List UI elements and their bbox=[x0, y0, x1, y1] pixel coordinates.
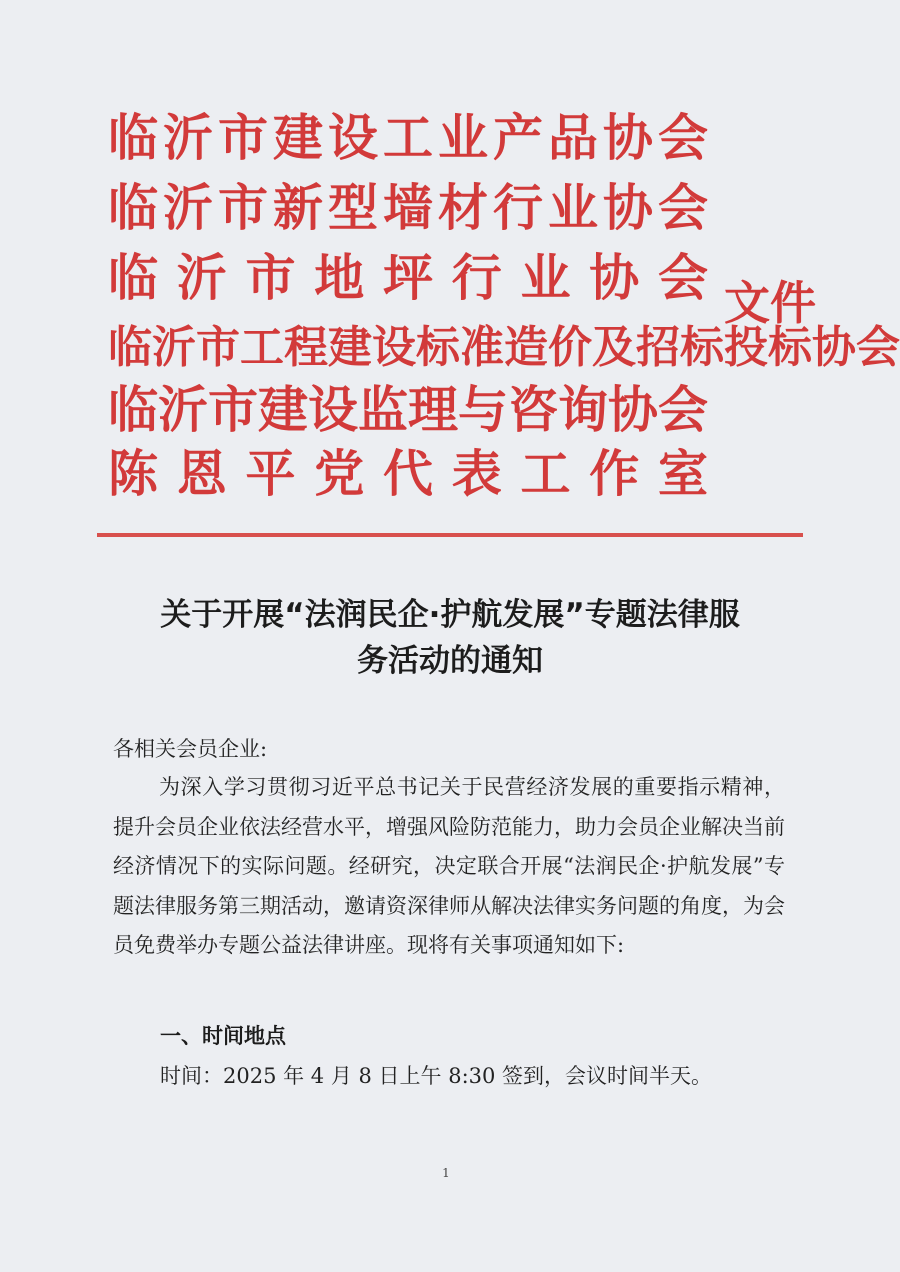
section-heading-time-place: 一、时间地点 bbox=[160, 1024, 286, 1048]
intro-paragraph: 为深入学习贯彻习近平总书记关于民营经济发展的重要指示精神，提升会员企业依法经营水平，增强风险防范能力，助力会员企业解决当前经济情况下的实际问题。经研究，决定联合开展“法润民企·护航发展”专题法律服务第三期活动，邀请资深律师从解决法律实务问题的角度，为会员免费举办专题公益法律讲座。现将有关事项通知如下: bbox=[113, 775, 785, 958]
org-name-3: 临沂市地坪行业协会 bbox=[108, 248, 708, 307]
red-divider bbox=[97, 533, 803, 537]
document-suffix: 文件 bbox=[724, 276, 816, 330]
salutation: 各相关会员企业: bbox=[113, 737, 268, 761]
document-title bbox=[100, 592, 800, 684]
org-name-4: 临沂市工程建设标准造价及招标投标协会 bbox=[108, 322, 900, 373]
page-number: 1 bbox=[442, 1166, 450, 1180]
title-line-2: 务活动的通知 bbox=[357, 643, 543, 679]
time-line: 时间：2025 年 4 月 8 日上午 8:30 签到，会议时间半天。 bbox=[160, 1064, 713, 1088]
org-name-2: 临沂市新型墙材行业协会 bbox=[108, 178, 708, 237]
org-name-1: 临沂市建设工业产品协会 bbox=[108, 108, 708, 167]
org-name-6: 陈恩平党代表工作室 bbox=[108, 444, 708, 503]
org-name-5: 临沂市建设监理与咨询协会 bbox=[108, 380, 708, 439]
title-line-1: 关于开展“法润民企·护航发展”专题法律服 bbox=[160, 597, 740, 633]
